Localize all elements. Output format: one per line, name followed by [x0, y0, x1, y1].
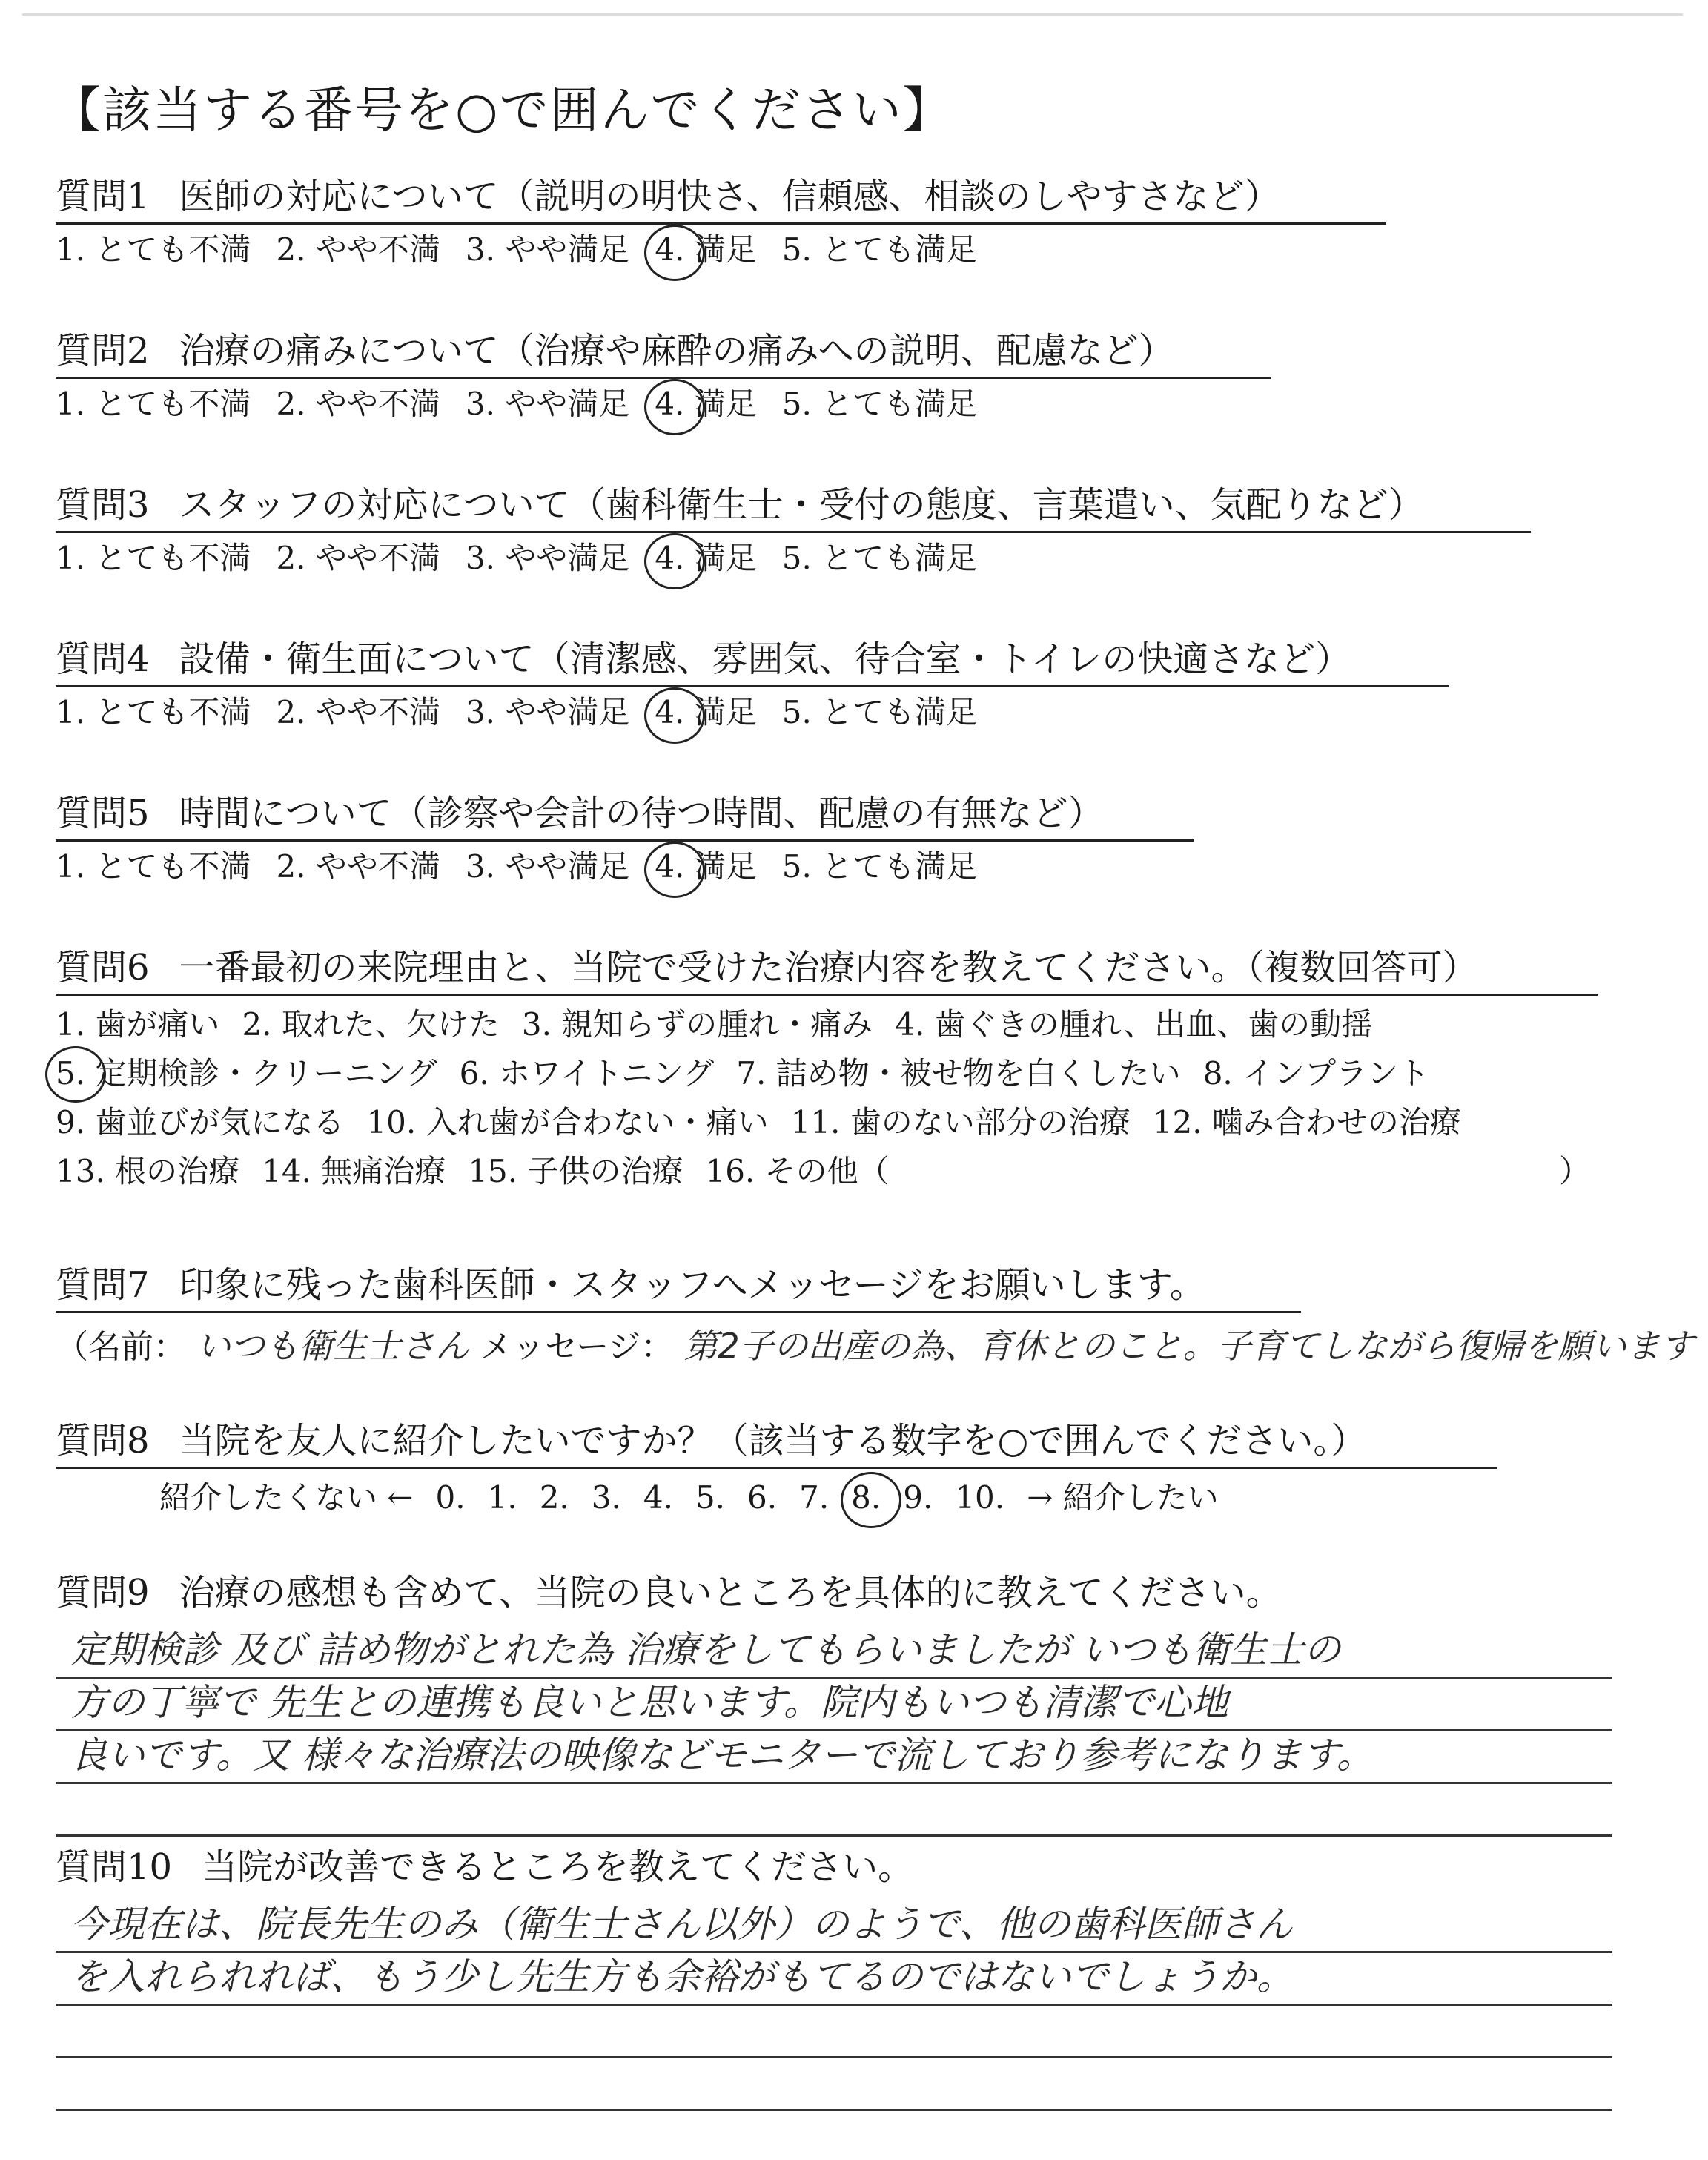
- answer-options: [56, 228, 1612, 272]
- question-number: 質問3: [56, 484, 150, 526]
- question-5: [56, 789, 1612, 889]
- option-1[interactable]: 1. とても不満: [56, 386, 251, 422]
- question-number: 質問10: [56, 1846, 173, 1888]
- option-13[interactable]: 13. 根の治療: [56, 1153, 240, 1189]
- option-4[interactable]: 4. 満足: [655, 536, 756, 581]
- question-4: [56, 635, 1612, 735]
- title-underline: [56, 222, 1386, 225]
- handwritten-text: を入れられれば、もう少し先生方も余裕がもてるのではないでしょうか。: [70, 1955, 1294, 1998]
- page-header: 【該当する番号を○で囲んでください】: [52, 82, 953, 139]
- other-closing-paren: ）: [1558, 1153, 1590, 1189]
- scale-option-0[interactable]: 0.: [435, 1479, 466, 1516]
- question-3: [56, 480, 1612, 581]
- question-7: [56, 1261, 1695, 1374]
- question-title: 一番最初の来院理由と、当院で受けた治療内容を教えてください。（複数回答可）: [179, 947, 1478, 988]
- question-10: [56, 1843, 1612, 2111]
- scale-option-1[interactable]: 1.: [487, 1479, 517, 1516]
- scale-option-9[interactable]: 9.: [903, 1479, 933, 1516]
- question-1: [56, 172, 1612, 272]
- write-line: [56, 1626, 1612, 1679]
- option-2[interactable]: 2. 取れた、欠けた: [242, 1006, 500, 1043]
- option-15[interactable]: 15. 子供の治療: [468, 1153, 683, 1189]
- title-underline: [56, 531, 1531, 533]
- question-number: 質問7: [56, 1264, 150, 1306]
- option-2[interactable]: 2. やや不満: [276, 848, 440, 885]
- question-title: 印象に残った歯科医師・スタッフへメッセージをお願いします。: [179, 1264, 1205, 1306]
- option-3[interactable]: 3. やや満足: [465, 386, 630, 422]
- option-14[interactable]: 14. 無痛治療: [262, 1153, 446, 1189]
- scale-option-5[interactable]: 5.: [695, 1479, 726, 1516]
- question-title: スタッフの対応について（歯科衛生士・受付の態度、言葉遣い、気配りなど）: [179, 484, 1424, 526]
- question-number: 質問6: [56, 947, 150, 988]
- question-title: 時間について（診察や会計の待つ時間、配慮の有無など）: [179, 793, 1104, 834]
- answer-lines: [56, 1900, 1612, 2111]
- option-3[interactable]: 3. やや満足: [465, 694, 630, 730]
- option-row: [56, 1049, 1612, 1098]
- handwritten-text: 定期検診 及び 詰め物がとれた為 治療をしてもらいましたが いつも衛生士の: [70, 1628, 1341, 1671]
- write-line: [56, 1784, 1612, 1837]
- question-title: 設備・衛生面について（清潔感、雰囲気、待合室・トイレの快適さなど）: [179, 638, 1351, 680]
- option-4[interactable]: 4. 歯ぐきの腫れ、出血、歯の動揺: [895, 1006, 1373, 1043]
- question-number: 質問9: [56, 1572, 150, 1614]
- option-3[interactable]: 3. やや満足: [465, 540, 630, 576]
- write-line: [56, 2006, 1612, 2058]
- write-line: [56, 1953, 1612, 2006]
- option-3[interactable]: 3. やや満足: [465, 848, 630, 885]
- option-1[interactable]: 1. とても不満: [56, 540, 251, 576]
- answer-options: [56, 536, 1612, 581]
- option-1[interactable]: 1. とても不満: [56, 694, 251, 730]
- option-2[interactable]: 2. やや不満: [276, 386, 440, 422]
- option-4[interactable]: 4. 満足: [655, 690, 756, 735]
- scale-left-label: 紹介したくない ←: [159, 1479, 414, 1516]
- option-5[interactable]: 5. とても満足: [781, 694, 978, 730]
- scale-option-8[interactable]: 8.: [851, 1475, 881, 1521]
- question-title: 当院が改善できるところを教えてください。: [202, 1846, 914, 1888]
- question-6: [56, 943, 1612, 1196]
- write-line: [56, 2058, 1612, 2111]
- write-line: [56, 1900, 1612, 1953]
- option-5[interactable]: 5. 定期検診・クリーニング: [56, 1049, 437, 1098]
- recommend-scale: [56, 1475, 1612, 1521]
- option-4[interactable]: 4. 満足: [655, 382, 756, 426]
- title-underline: [56, 1311, 1301, 1313]
- question-title: 医師の対応について（説明の明快さ、信頼感、相談のしやすさなど）: [179, 176, 1280, 217]
- name-handwritten: いつも衛生士さん: [196, 1326, 469, 1366]
- option-8[interactable]: 8. インプラント: [1202, 1055, 1430, 1091]
- answer-options: [56, 382, 1612, 426]
- title-underline: [56, 685, 1449, 687]
- name-label: （名前：: [56, 1328, 186, 1366]
- option-5[interactable]: 5. とても満足: [781, 540, 978, 576]
- option-2[interactable]: 2. やや不満: [276, 231, 440, 268]
- answer-options: [56, 845, 1612, 889]
- handwritten-text: 方の丁寧で 先生との連携も良いと思います。院内もいつも清潔で心地: [70, 1681, 1228, 1724]
- handwritten-text: 今現在は、院長先生のみ（衛生士さん以外）のようで、他の歯科医師さん: [70, 1903, 1293, 1946]
- answer-lines: [56, 1626, 1612, 1837]
- message-line: [56, 1319, 1695, 1374]
- question-title: 治療の感想も含めて、当院の良いところを具体的に教えてください。: [179, 1572, 1282, 1614]
- answer-options: [56, 1000, 1612, 1196]
- option-1[interactable]: 1. とても不満: [56, 848, 251, 885]
- option-7[interactable]: 7. 詰め物・被せ物を白くしたい: [736, 1055, 1181, 1091]
- option-4[interactable]: 4. 満足: [655, 228, 756, 272]
- option-row: [56, 1147, 1612, 1196]
- option-3[interactable]: 3. やや満足: [465, 231, 630, 268]
- option-2[interactable]: 2. やや不満: [276, 540, 440, 576]
- question-9: [56, 1568, 1612, 1837]
- option-row: [56, 1098, 1612, 1147]
- option-11[interactable]: 11. 歯のない部分の治療: [790, 1104, 1131, 1140]
- question-number: 質問1: [56, 176, 150, 217]
- option-16[interactable]: 16. その他（: [705, 1153, 890, 1189]
- scale-option-2[interactable]: 2.: [539, 1479, 569, 1516]
- option-3[interactable]: 3. 親知らずの腫れ・痛み: [521, 1006, 873, 1043]
- option-1[interactable]: 1. 歯が痛い: [56, 1006, 220, 1043]
- option-5[interactable]: 5. とても満足: [781, 386, 978, 422]
- scale-right-label: → 紹介したい: [1027, 1479, 1219, 1516]
- title-underline: [56, 1467, 1497, 1469]
- option-row: [56, 1000, 1612, 1049]
- question-number: 質問8: [56, 1420, 150, 1462]
- question-number: 質問5: [56, 793, 150, 834]
- write-line: [56, 1679, 1612, 1731]
- option-4[interactable]: 4. 満足: [655, 845, 756, 889]
- option-6[interactable]: 6. ホワイトニング: [459, 1055, 715, 1091]
- message-label: メッセージ：: [480, 1328, 674, 1366]
- option-2[interactable]: 2. やや不満: [276, 694, 440, 730]
- question-number: 質問4: [56, 638, 150, 680]
- option-9[interactable]: 9. 歯並びが気になる: [56, 1104, 345, 1140]
- message-handwritten: 第2子の出産の為、育休とのこと。子育てしながら復帰を願います: [683, 1326, 1695, 1366]
- question-8: [56, 1416, 1612, 1521]
- title-underline: [56, 377, 1271, 379]
- scan-top-edge: [22, 13, 1683, 16]
- option-12[interactable]: 12. 噛み合わせの治療: [1152, 1104, 1461, 1140]
- title-underline: [56, 994, 1598, 996]
- title-underline: [56, 839, 1194, 842]
- question-title: 治療の痛みについて（治療や麻酔の痛みへの説明、配慮など）: [179, 330, 1174, 371]
- question-2: [56, 326, 1612, 426]
- write-line: [56, 1731, 1612, 1784]
- option-5[interactable]: 5. とても満足: [781, 231, 978, 268]
- scale-option-7[interactable]: 7.: [799, 1479, 830, 1516]
- option-10[interactable]: 10. 入れ歯が合わない・痛い: [366, 1104, 769, 1140]
- option-5[interactable]: 5. とても満足: [781, 848, 978, 885]
- scale-option-3[interactable]: 3.: [591, 1479, 621, 1516]
- scale-option-6[interactable]: 6.: [747, 1479, 778, 1516]
- question-number: 質問2: [56, 330, 150, 371]
- question-title: 当院を友人に紹介したいですか？（該当する数字を○で囲んでください。）: [179, 1420, 1367, 1462]
- scale-option-4[interactable]: 4.: [643, 1479, 673, 1516]
- handwritten-text: 良いです。又 様々な治療法の映像などモニターで流しており参考になります。: [70, 1734, 1374, 1777]
- option-1[interactable]: 1. とても不満: [56, 231, 251, 268]
- scale-option-10[interactable]: 10.: [955, 1479, 1005, 1516]
- answer-options: [56, 690, 1612, 735]
